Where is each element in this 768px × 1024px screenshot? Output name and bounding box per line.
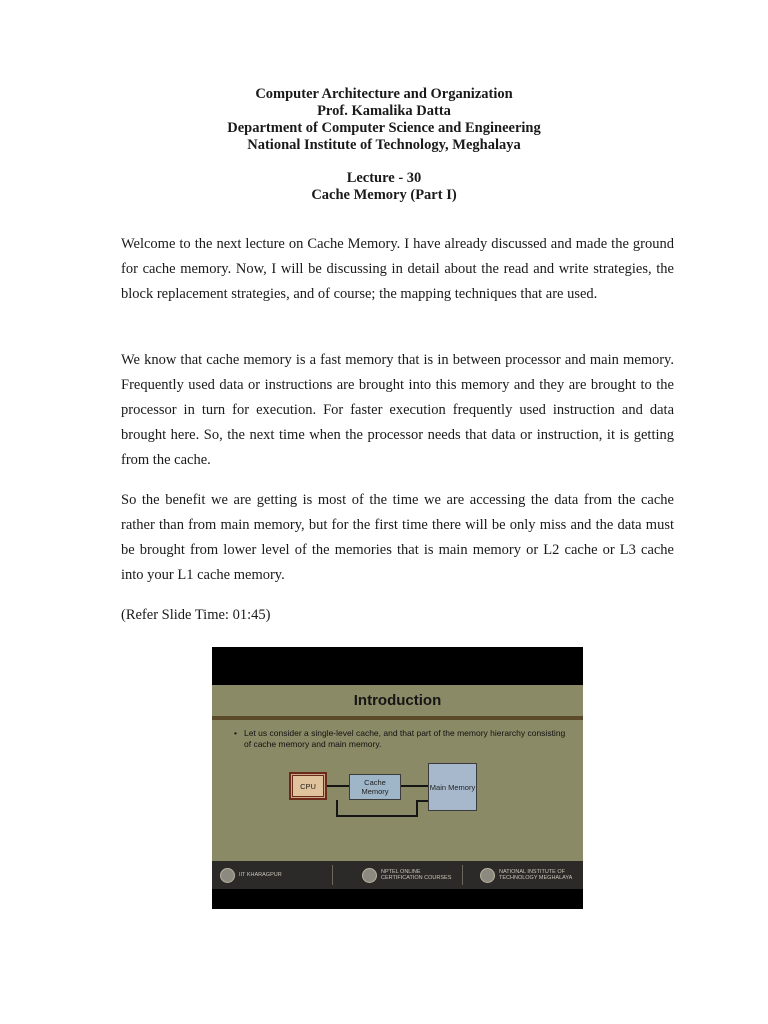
wire-bypass-main-stub [416, 800, 428, 802]
lecture-number: Lecture - 30 [346, 170, 422, 186]
iit-logo-icon [220, 868, 235, 883]
wire-cpu-cache [327, 785, 349, 787]
cache-memory-box: Cache Memory [349, 774, 401, 800]
paragraph-cache-benefit: So the benefit we are getting is most of the time we are accessing the data from the cache rather than from main memory, but for the first time there will be only miss and the data must be brought from lower level of the memories that is main memory or L2 cache or L3 cache into your L1 cache memory. [121, 492, 674, 583]
wire-cache-main [401, 785, 428, 787]
footer-right-text: NATIONAL INSTITUTE OF TECHNOLOGY MEGHALAYA [499, 869, 573, 881]
refer-slide-time: (Refer Slide Time: 01:45) [121, 607, 271, 623]
professor-name: Prof. Kamalika Datta [317, 103, 451, 119]
footer-right [480, 866, 580, 884]
bullet-icon: • [234, 728, 237, 738]
paragraph-intro: Welcome to the next lecture on Cache Memory. I have already discussed and made the ground for cache memory. Now, I will be discussing in detail about the read and write strategies, the block replacement strategies, and of course; the mapping techniques that are used. [121, 236, 674, 302]
slide-content [212, 685, 583, 861]
footer-left [220, 866, 282, 884]
main-memory-box: Main Memory [428, 763, 477, 811]
slide-title-rule [212, 716, 583, 720]
nit-logo-icon [480, 868, 495, 883]
slide-bullet [234, 728, 574, 749]
lecture-topic: Cache Memory (Part I) [311, 187, 457, 203]
footer-divider [462, 865, 463, 885]
paragraph-cache-definition: We know that cache memory is a fast memory that is in between processor and main memory. Frequently used data or instructions are brought into this memory and they are brought to the processor in turn for execution. For faster execution frequently used instruction and data brought here. So, the next time when the processor needs that data or instruction, it is getting from the cache. [121, 352, 674, 468]
cpu-box: CPU [292, 775, 324, 797]
slide-title: Introduction [353, 692, 442, 709]
institute-name: National Institute of Technology, Meghalaya [247, 137, 521, 153]
footer-middle [362, 866, 457, 884]
wire-bypass-up-main [416, 800, 418, 817]
footer-divider [332, 865, 333, 885]
header-spacer [0, 154, 768, 170]
slide-image [212, 647, 583, 909]
footer-middle-text: NPTEL ONLINE CERTIFICATION COURSES [381, 869, 452, 881]
slide-footer [212, 861, 583, 889]
slide-bullet-text: Let us consider a single-level cache, and that part of the memory hierarchy consisting of cache memory and main memory. [244, 728, 566, 749]
document-header [0, 86, 768, 204]
wire-bypass-bottom [336, 815, 418, 817]
department-name: Department of Computer Science and Engineering [227, 120, 541, 136]
nptel-logo-icon [362, 868, 377, 883]
course-title: Computer Architecture and Organization [255, 86, 513, 102]
footer-left-text: IIT KHARAGPUR [239, 872, 282, 878]
